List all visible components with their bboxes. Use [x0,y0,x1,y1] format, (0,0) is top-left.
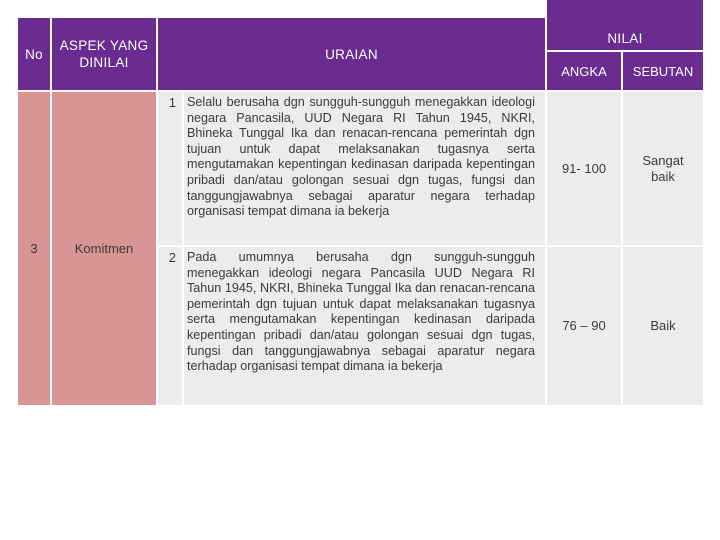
header-angka [547,52,621,90]
row-aspek-value: Komitmen [74,241,134,256]
header-nilai-label: NILAI [607,30,643,46]
item-2-number-text: 2 [168,250,176,265]
header-uraian [158,18,545,90]
item-1-angka [547,92,621,245]
item-2-description-text: Pada umumnya berusaha dgn sungguh-sungguh menegakkan ideologi negara Pancasila UUD Negara RI Tahun 1945, NKRI, Bhineka Tunggal Ika dan renacan-rencana pemerintah dgn tujuan untuk dapat melaksanakan tugasnya serta mengutamakan kepentingan kedinasan daripada kepentingan pribadi dan/atau golongan sesuai dgn tugas, fungsi dan tanggungjawabnya sebagai aparatur negara terhadap organisasi tempat dimana ia bekerja [187,250,535,374]
header-sebutan-label: SEBUTAN [632,63,694,79]
item-2-number [158,247,182,405]
item-1-description [184,92,545,245]
item-2-angka-value: 76 – 90 [562,318,606,333]
item-1-angka-value: 91- 100 [561,160,607,176]
header-uraian-label: URAIAN [325,46,378,62]
item-1-description-text: Selalu berusaha dgn sungguh-sungguh menegakkan ideologi negara Pancasila, UUD Negara RI Tahun 1945, NKRI, Bhineka Tunggal Ika dan renacan-rencana pemerintah dgn tujuan untuk dapat melaksanakan tugasnya serta mengutamakan kepentingan kedinasan daripada kepentingan pribadi dan/atau golongan sesuai dgn tugas, fungsi dan tanggungjawabnya sebagai aparatur negara terhadap organisasi tempat dimana ia bekerja [187,95,535,219]
item-1-number-text: 1 [168,95,176,110]
row-no [18,92,50,405]
item-1-sebutan [623,92,703,245]
header-no-label: No [25,46,43,62]
item-2-description [184,247,545,405]
header-nilai [547,0,703,50]
header-no [18,18,50,90]
header-angka-label: ANGKA [561,63,607,79]
item-1-sebutan-value: Sangat baik [642,152,684,184]
row-aspek [52,92,156,405]
header-sebutan [623,52,703,90]
item-2-sebutan-value: Baik [650,318,676,333]
header-aspek-label: ASPEK YANG DINILAI [59,38,149,70]
row-no-value: 3 [30,241,38,256]
item-2-angka [547,247,621,405]
item-2-sebutan [623,247,703,405]
item-1-number [158,92,182,245]
header-aspek [52,18,156,90]
